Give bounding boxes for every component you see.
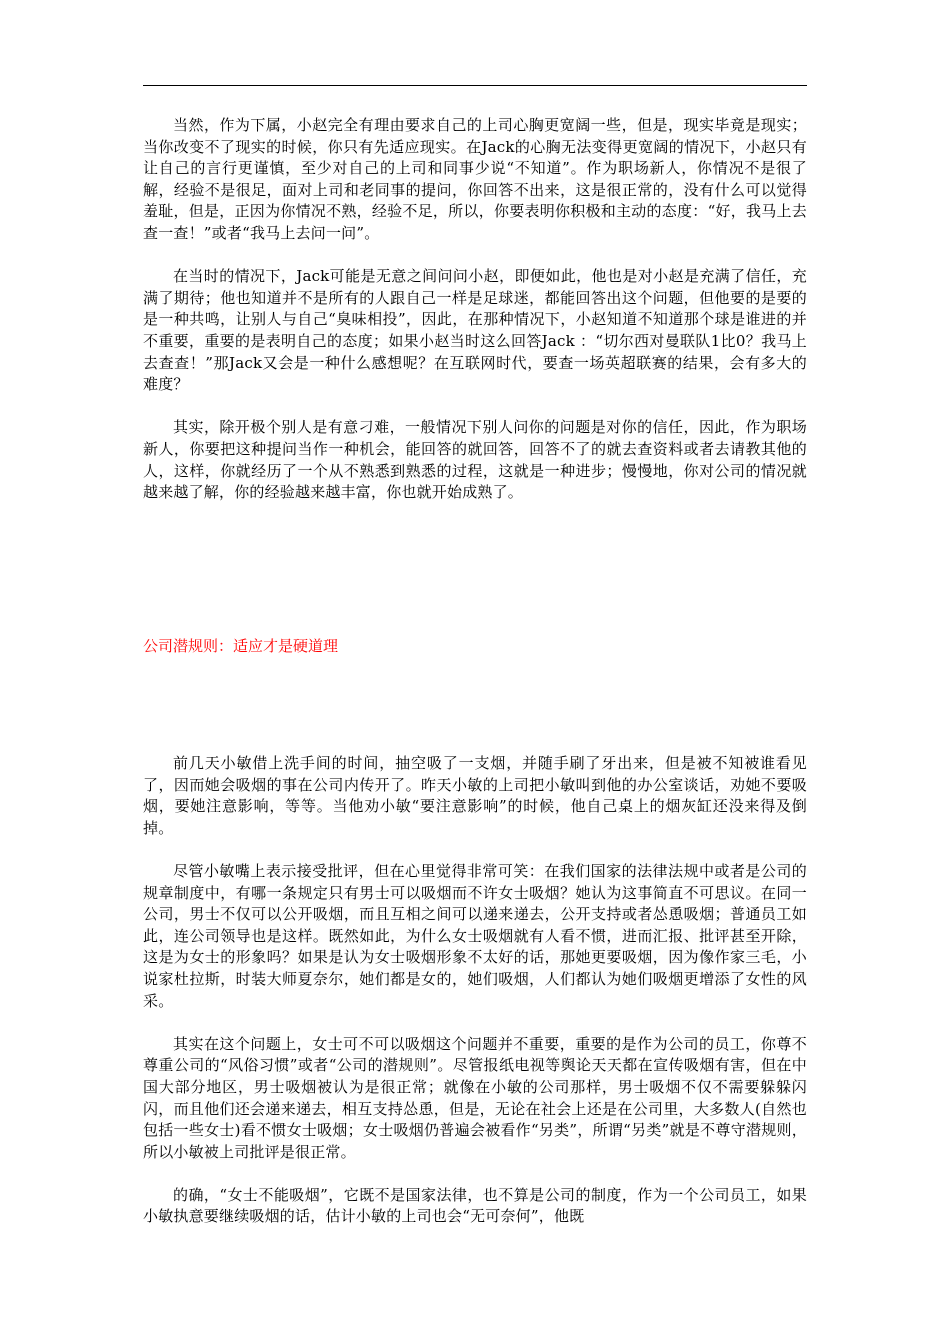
paragraph-gap (143, 396, 807, 418)
paragraph-3: 其实，除开极个别人是有意刁难，一般情况下别人问你的问题是对你的信任，因此，作为职场新人，你要把这种提问当作一种机会，能回答的就回答，回答不了的就去查资料或者去请教其他的人，这样，你就经历了一个从不熟悉到熟悉的过程，这就是一种进步；慢慢地，你对公司的情况就越来越了解，你的经验越来越丰富，你也就开始成熟了。 (143, 418, 807, 502)
paragraph-gap (143, 839, 807, 861)
article-part-2 (143, 753, 807, 1228)
paragraph-2: 在当时的情况下，Jack可能是无意之间问问小赵，即便如此，他也是对小赵是充满了信任，充满了期待；他也知道并不是所有的人跟自己一样是足球迷，都能回答出这个问题，但他要的是要的是一种共鸣，让别人与自己“臭味相投”，因此，在那种情况下，小赵知道不知道那个球是谁进的并不重要，重要的是表明自己的态度；如果小赵当时这么回答Jack ：“切尔西对曼联队1比0？我马上去查查！”那Jack又会是一种什么感想呢？在互联网时代，要查一场英超联赛的结果，会有多大的难度？ (143, 267, 807, 394)
article-part-1 (143, 115, 807, 504)
section-title: 公司潜规则：适应才是硬道理 (143, 637, 339, 655)
paragraph-7: 的确，“女士不能吸烟”，它既不是国家法律，也不算是公司的制度，作为一个公司员工，如果小敏执意要继续吸烟的话，估计小敏的上司也会“无可奈何”，他既 (143, 1185, 807, 1226)
paragraph-gap (143, 245, 807, 267)
paragraph-gap (143, 1163, 807, 1185)
paragraph-5: 尽管小敏嘴上表示接受批评，但在心里觉得非常可笑：在我们国家的法律法规中或者是公司的规章制度中，有哪一条规定只有男士可以吸烟而不许女士吸烟？她认为这事简直不可思议。在同一公司，男士不仅可以公开吸烟，而且互相之间可以递来递去，公开支持或者怂恿吸烟；普通员工如此，连公司领导也是这样。既然如此，为什么女士吸烟就有人看不惯，进而汇报、批评甚至开除，这是为女士的形象吗？如果是认为女士吸烟形象不太好的话，那她更要吸烟，因为像作家三毛，小说家杜拉斯，时装大师夏奈尔，她们都是女的，她们吸烟，人们都认为她们吸烟更增添了女性的风采。 (143, 861, 807, 1010)
paragraph-4: 前几天小敏借上洗手间的时间，抽空吸了一支烟，并随手刷了牙出来，但是被不知被谁看见了，因而她会吸烟的事在公司内传开了。昨天小敏的上司把小敏叫到他的办公室谈话，劝她不要吸烟，要她注意影响，等等。当他劝小敏“要注意影响”的时候，他自己桌上的烟灰缸还没来得及倒掉。 (143, 754, 807, 837)
paragraph-1: 当然，作为下属，小赵完全有理由要求自己的上司心胸更宽阔一些，但是，现实毕竟是现实；当你改变不了现实的时候，你只有先适应现实。在Jack的心胸无法变得更宽阔的情况下，小赵只有让自己的言行更谨慎，至少对自己的上司和同事少说“不知道”。作为职场新人，你情况不是很了解，经验不是很足，面对上司和老同事的提问，你回答不出来，这是很正常的，没有什么可以觉得羞耻，但是，正因为你情况不熟，经验不足，所以，你要表明你积极和主动的态度：“好，我马上去查一查！”或者“我马上去问一问”。 (143, 116, 807, 242)
header-rule (143, 85, 807, 86)
paragraph-6: 其实在这个问题上，女士可不可以吸烟这个问题并不重要，重要的是作为公司的员工，你尊不尊重公司的“风俗习惯”或者“公司的潜规则”。尽管报纸电视等舆论天天都在宣传吸烟有害，但在中国大部分地区，男士吸烟被认为是很正常；就像在小敏的公司那样，男士吸烟不仅不需要躲躲闪闪，而且他们还会递来递去，相互支持怂恿，但是，无论在社会上还是在公司里，大多数人(自然也包括一些女士)看不惯女士吸烟；女士吸烟仍普遍会被看作“另类”，所谓“另类”就是不尊守潜规则，所以小敏被上司批评是很正常。 (143, 1034, 807, 1161)
paragraph-gap (143, 1012, 807, 1034)
